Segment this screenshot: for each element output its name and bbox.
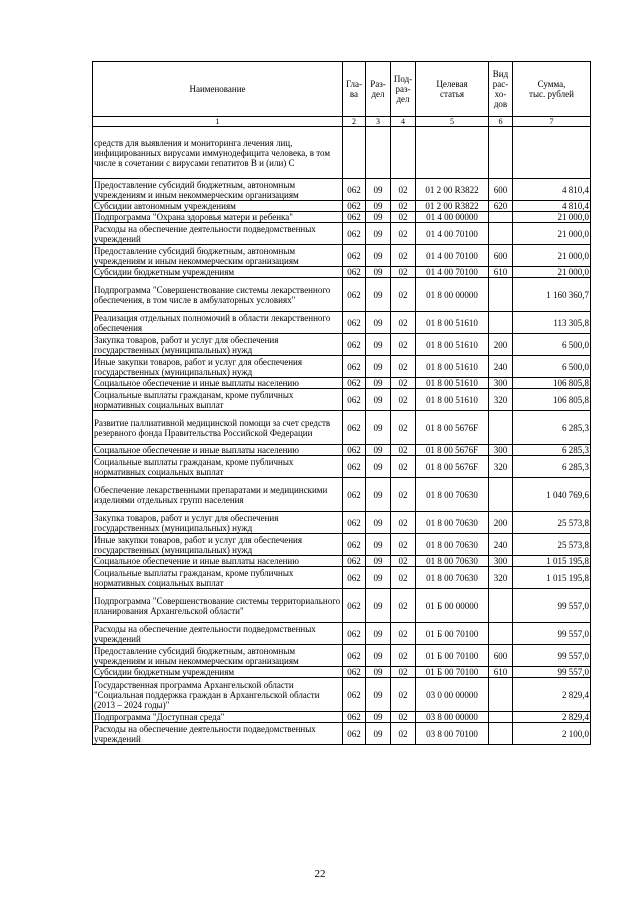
row-name: Расходы на обеспечение деятельности подведомственных учреждений	[93, 723, 343, 745]
row-expense-type	[489, 411, 513, 445]
row-razdel: 09	[366, 334, 391, 356]
row-target-article: 01 8 00 70630	[416, 567, 489, 589]
row-name: Подпрограмма "Совершенствование системы территориального планирования Архангельской области"	[93, 589, 343, 623]
row-glava: 062	[343, 456, 366, 478]
row-name: Социальные выплаты гражданам, кроме публичных нормативных социальных выплат	[93, 389, 343, 411]
row-sum: 2 829,4	[513, 712, 591, 723]
row-razdel: 09	[366, 512, 391, 534]
header-glava: Гла- ва	[343, 62, 366, 117]
row-target-article: 01 Б 00 70100	[416, 667, 489, 678]
row-podrazdel: 02	[391, 445, 416, 456]
column-number: 6	[489, 117, 513, 127]
row-podrazdel: 02	[391, 278, 416, 312]
row-name: Предоставление субсидий бюджетным, автономным учреждениям и иным некоммерческим организациям	[93, 245, 343, 267]
table-row	[93, 512, 591, 534]
row-razdel: 09	[366, 645, 391, 667]
row-sum: 21 000,0	[513, 212, 591, 223]
table-row	[93, 678, 591, 712]
header-sum: Сумма, тыс. рублей	[513, 62, 591, 117]
row-razdel: 09	[366, 179, 391, 201]
row-glava: 062	[343, 723, 366, 745]
row-glava: 062	[343, 334, 366, 356]
row-target-article: 03 8 00 00000	[416, 712, 489, 723]
row-razdel: 09	[366, 356, 391, 378]
row-glava: 062	[343, 556, 366, 567]
column-number: 4	[391, 117, 416, 127]
row-sum: 6 285,3	[513, 456, 591, 478]
row-razdel: 09	[366, 411, 391, 445]
row-name: Реализация отдельных полномочий в области лекарственного обеспечения	[93, 312, 343, 334]
row-glava: 062	[343, 212, 366, 223]
row-target-article: 01 4 00 70100	[416, 267, 489, 278]
table-row	[93, 127, 591, 179]
row-target-article: 01 8 00 51610	[416, 312, 489, 334]
row-target-article: 01 8 00 70630	[416, 534, 489, 556]
row-razdel: 09	[366, 245, 391, 267]
row-sum: 99 557,0	[513, 589, 591, 623]
row-name: Иные закупки товаров, работ и услуг для обеспечения государственных (муниципальных) нужд	[93, 356, 343, 378]
row-razdel: 09	[366, 456, 391, 478]
row-name: Подпрограмма "Совершенствование системы лекарственного обеспечения, в том числе в амбулаторных условиях"	[93, 278, 343, 312]
row-glava: 062	[343, 645, 366, 667]
row-glava: 062	[343, 512, 366, 534]
row-expense-type	[489, 223, 513, 245]
row-name: Развитие паллиативной медицинской помощи за счет средств резервного фонда Правительства Российской Федерации	[93, 411, 343, 445]
column-numbers-row	[93, 117, 591, 127]
row-expense-type: 300	[489, 556, 513, 567]
row-expense-type	[489, 623, 513, 645]
row-expense-type: 620	[489, 201, 513, 212]
row-razdel: 09	[366, 278, 391, 312]
row-expense-type: 200	[489, 334, 513, 356]
row-glava: 062	[343, 356, 366, 378]
header-name: Наименование	[93, 62, 343, 117]
row-target-article: 01 4 00 70100	[416, 223, 489, 245]
row-razdel: 09	[366, 312, 391, 334]
row-podrazdel: 02	[391, 645, 416, 667]
row-name: Предоставление субсидий бюджетным, автономным учреждениям и иным некоммерческим организациям	[93, 179, 343, 201]
row-glava: 062	[343, 245, 366, 267]
row-target-article: 01 8 00 51610	[416, 356, 489, 378]
header-expense-type: Вид рас- хо- дов	[489, 62, 513, 117]
row-podrazdel: 02	[391, 589, 416, 623]
row-razdel: 09	[366, 478, 391, 512]
header-row	[93, 62, 591, 117]
row-razdel: 09	[366, 223, 391, 245]
row-glava: 062	[343, 378, 366, 389]
row-podrazdel: 02	[391, 478, 416, 512]
row-sum: 1 015 195,8	[513, 556, 591, 567]
row-podrazdel: 02	[391, 179, 416, 201]
row-podrazdel: 02	[391, 223, 416, 245]
row-sum: 6 285,3	[513, 445, 591, 456]
row-glava: 062	[343, 712, 366, 723]
row-expense-type	[489, 478, 513, 512]
row-razdel	[366, 127, 391, 179]
row-name: Субсидии бюджетным учреждениям	[93, 667, 343, 678]
row-name: Предоставление субсидий бюджетным, автономным учреждениям и иным некоммерческим организациям	[93, 645, 343, 667]
row-glava: 062	[343, 567, 366, 589]
row-name: Социальные выплаты гражданам, кроме публичных нормативных социальных выплат	[93, 567, 343, 589]
table-row	[93, 411, 591, 445]
row-sum: 25 573,8	[513, 512, 591, 534]
row-razdel: 09	[366, 567, 391, 589]
row-target-article: 01 4 00 70100	[416, 245, 489, 267]
row-podrazdel: 02	[391, 667, 416, 678]
row-podrazdel: 02	[391, 678, 416, 712]
row-expense-type: 610	[489, 667, 513, 678]
row-sum: 21 000,0	[513, 267, 591, 278]
row-glava: 062	[343, 623, 366, 645]
row-target-article: 01 8 00 70630	[416, 512, 489, 534]
row-glava: 062	[343, 534, 366, 556]
row-sum: 6 500,0	[513, 334, 591, 356]
table-row	[93, 589, 591, 623]
row-expense-type: 300	[489, 378, 513, 389]
row-glava: 062	[343, 411, 366, 445]
row-target-article: 01 2 00 R3822	[416, 201, 489, 212]
row-podrazdel: 02	[391, 334, 416, 356]
column-number: 5	[416, 117, 489, 127]
row-glava: 062	[343, 223, 366, 245]
table-row	[93, 389, 591, 411]
row-sum: 106 805,8	[513, 378, 591, 389]
row-razdel: 09	[366, 267, 391, 278]
row-sum: 113 305,8	[513, 312, 591, 334]
row-podrazdel: 02	[391, 411, 416, 445]
row-podrazdel: 02	[391, 534, 416, 556]
column-number: 7	[513, 117, 591, 127]
row-expense-type	[489, 127, 513, 179]
row-expense-type	[489, 589, 513, 623]
row-podrazdel	[391, 127, 416, 179]
row-name: Социальное обеспечение и иные выплаты населению	[93, 445, 343, 456]
row-razdel: 09	[366, 201, 391, 212]
row-name: Социальное обеспечение и иные выплаты населению	[93, 556, 343, 567]
row-name: Социальные выплаты гражданам, кроме публичных нормативных социальных выплат	[93, 456, 343, 478]
row-target-article: 01 8 00 51610	[416, 334, 489, 356]
row-expense-type	[489, 212, 513, 223]
row-glava: 062	[343, 589, 366, 623]
row-podrazdel: 02	[391, 201, 416, 212]
row-razdel: 09	[366, 389, 391, 411]
table-row	[93, 712, 591, 723]
row-expense-type	[489, 312, 513, 334]
row-sum: 25 573,8	[513, 534, 591, 556]
row-sum: 1 040 769,6	[513, 478, 591, 512]
row-podrazdel: 02	[391, 556, 416, 567]
row-podrazdel: 02	[391, 456, 416, 478]
row-podrazdel: 02	[391, 567, 416, 589]
row-target-article: 01 8 00 5676F	[416, 456, 489, 478]
row-sum: 21 000,0	[513, 223, 591, 245]
table-row	[93, 278, 591, 312]
row-sum: 21 000,0	[513, 245, 591, 267]
row-name: Закупка товаров, работ и услуг для обеспечения государственных (муниципальных) нужд	[93, 334, 343, 356]
row-podrazdel: 02	[391, 356, 416, 378]
row-expense-type: 240	[489, 534, 513, 556]
table-row	[93, 556, 591, 567]
row-expense-type	[489, 278, 513, 312]
row-glava: 062	[343, 667, 366, 678]
row-razdel: 09	[366, 534, 391, 556]
row-sum: 2 829,4	[513, 678, 591, 712]
row-glava: 062	[343, 201, 366, 212]
row-podrazdel: 02	[391, 245, 416, 267]
row-sum: 2 100,0	[513, 723, 591, 745]
table-row	[93, 567, 591, 589]
row-razdel: 09	[366, 667, 391, 678]
row-name: Подпрограмма "Охрана здоровья матери и ребенка"	[93, 212, 343, 223]
row-target-article: 01 2 00 R3822	[416, 179, 489, 201]
table-row	[93, 723, 591, 745]
row-name: Государственная программа Архангельской области "Социальная поддержка граждан в Архангельской области (2013 – 2024 годы)"	[93, 678, 343, 712]
row-expense-type: 600	[489, 179, 513, 201]
table-row	[93, 445, 591, 456]
row-sum: 6 285,3	[513, 411, 591, 445]
table-row	[93, 212, 591, 223]
row-target-article: 01 Б 00 70100	[416, 645, 489, 667]
row-razdel: 09	[366, 623, 391, 645]
row-expense-type: 320	[489, 456, 513, 478]
row-target-article	[416, 127, 489, 179]
row-podrazdel: 02	[391, 378, 416, 389]
table-row	[93, 456, 591, 478]
table-row	[93, 667, 591, 678]
page-number: 22	[314, 868, 326, 880]
row-expense-type: 600	[489, 645, 513, 667]
table-row	[93, 201, 591, 212]
row-glava	[343, 127, 366, 179]
column-number: 1	[93, 117, 343, 127]
row-expense-type	[489, 712, 513, 723]
row-sum: 1 015 195,8	[513, 567, 591, 589]
row-podrazdel: 02	[391, 512, 416, 534]
row-name: Субсидии бюджетным учреждениям	[93, 267, 343, 278]
row-sum: 99 557,0	[513, 667, 591, 678]
row-expense-type: 240	[489, 356, 513, 378]
row-razdel: 09	[366, 723, 391, 745]
row-podrazdel: 02	[391, 712, 416, 723]
row-sum: 1 160 360,7	[513, 278, 591, 312]
table-row	[93, 312, 591, 334]
row-target-article: 01 Б 00 00000	[416, 589, 489, 623]
row-expense-type: 600	[489, 245, 513, 267]
table-row	[93, 245, 591, 267]
row-expense-type: 300	[489, 445, 513, 456]
table-row	[93, 378, 591, 389]
row-sum: 4 810,4	[513, 179, 591, 201]
row-target-article: 01 8 00 5676F	[416, 411, 489, 445]
table-row	[93, 623, 591, 645]
row-sum: 99 557,0	[513, 645, 591, 667]
row-expense-type: 320	[489, 389, 513, 411]
row-razdel: 09	[366, 378, 391, 389]
row-name: Закупка товаров, работ и услуг для обеспечения государственных (муниципальных) нужд	[93, 512, 343, 534]
table-row	[93, 356, 591, 378]
row-expense-type: 320	[489, 567, 513, 589]
row-sum: 99 557,0	[513, 623, 591, 645]
row-name: Подпрограмма "Доступная среда"	[93, 712, 343, 723]
row-sum: 6 500,0	[513, 356, 591, 378]
table-row	[93, 267, 591, 278]
budget-table	[92, 61, 591, 745]
table-row	[93, 334, 591, 356]
row-glava: 062	[343, 445, 366, 456]
row-expense-type: 200	[489, 512, 513, 534]
column-number: 2	[343, 117, 366, 127]
row-sum	[513, 127, 591, 179]
row-podrazdel: 02	[391, 723, 416, 745]
row-sum: 106 805,8	[513, 389, 591, 411]
row-sum: 4 810,4	[513, 201, 591, 212]
row-target-article: 01 8 00 5676F	[416, 445, 489, 456]
row-target-article: 01 8 00 51610	[416, 389, 489, 411]
row-target-article: 01 8 00 00000	[416, 278, 489, 312]
row-expense-type: 610	[489, 267, 513, 278]
header-target-article: Целевая статья	[416, 62, 489, 117]
table-row	[93, 179, 591, 201]
row-target-article: 01 8 00 70630	[416, 478, 489, 512]
row-target-article: 01 8 00 51610	[416, 378, 489, 389]
row-target-article: 01 4 00 00000	[416, 212, 489, 223]
row-name: Социальное обеспечение и иные выплаты населению	[93, 378, 343, 389]
row-expense-type	[489, 723, 513, 745]
row-name: Иные закупки товаров, работ и услуг для обеспечения государственных (муниципальных) нужд	[93, 534, 343, 556]
row-razdel: 09	[366, 712, 391, 723]
row-razdel: 09	[366, 589, 391, 623]
row-glava: 062	[343, 478, 366, 512]
row-name: средств для выявления и мониторинга лечения лиц, инфицированных вирусами иммунодефицита человека, в том числе в сочетании с вирусами гепатитов В и (или) С	[93, 127, 343, 179]
row-razdel: 09	[366, 445, 391, 456]
table-row	[93, 645, 591, 667]
row-podrazdel: 02	[391, 623, 416, 645]
row-name: Расходы на обеспечение деятельности подведомственных учреждений	[93, 623, 343, 645]
row-glava: 062	[343, 267, 366, 278]
row-name: Обеспечение лекарственными препаратами и медицинскими изделиями отдельных групп населения	[93, 478, 343, 512]
row-target-article: 03 0 00 00000	[416, 678, 489, 712]
table-row	[93, 223, 591, 245]
row-glava: 062	[343, 278, 366, 312]
row-glava: 062	[343, 312, 366, 334]
row-name: Субсидии автономным учреждениям	[93, 201, 343, 212]
table-row	[93, 534, 591, 556]
row-target-article: 01 8 00 70630	[416, 556, 489, 567]
row-expense-type	[489, 678, 513, 712]
header-razdel: Раз- дел	[366, 62, 391, 117]
row-podrazdel: 02	[391, 389, 416, 411]
row-podrazdel: 02	[391, 312, 416, 334]
row-glava: 062	[343, 678, 366, 712]
header-podrazdel: Под- раз- дел	[391, 62, 416, 117]
row-razdel: 09	[366, 678, 391, 712]
row-target-article: 03 8 00 70100	[416, 723, 489, 745]
row-name: Расходы на обеспечение деятельности подведомственных учреждений	[93, 223, 343, 245]
row-podrazdel: 02	[391, 267, 416, 278]
row-glava: 062	[343, 389, 366, 411]
row-razdel: 09	[366, 556, 391, 567]
row-glava: 062	[343, 179, 366, 201]
row-target-article: 01 Б 00 70100	[416, 623, 489, 645]
row-podrazdel: 02	[391, 212, 416, 223]
column-number: 3	[366, 117, 391, 127]
row-razdel: 09	[366, 212, 391, 223]
table-row	[93, 478, 591, 512]
